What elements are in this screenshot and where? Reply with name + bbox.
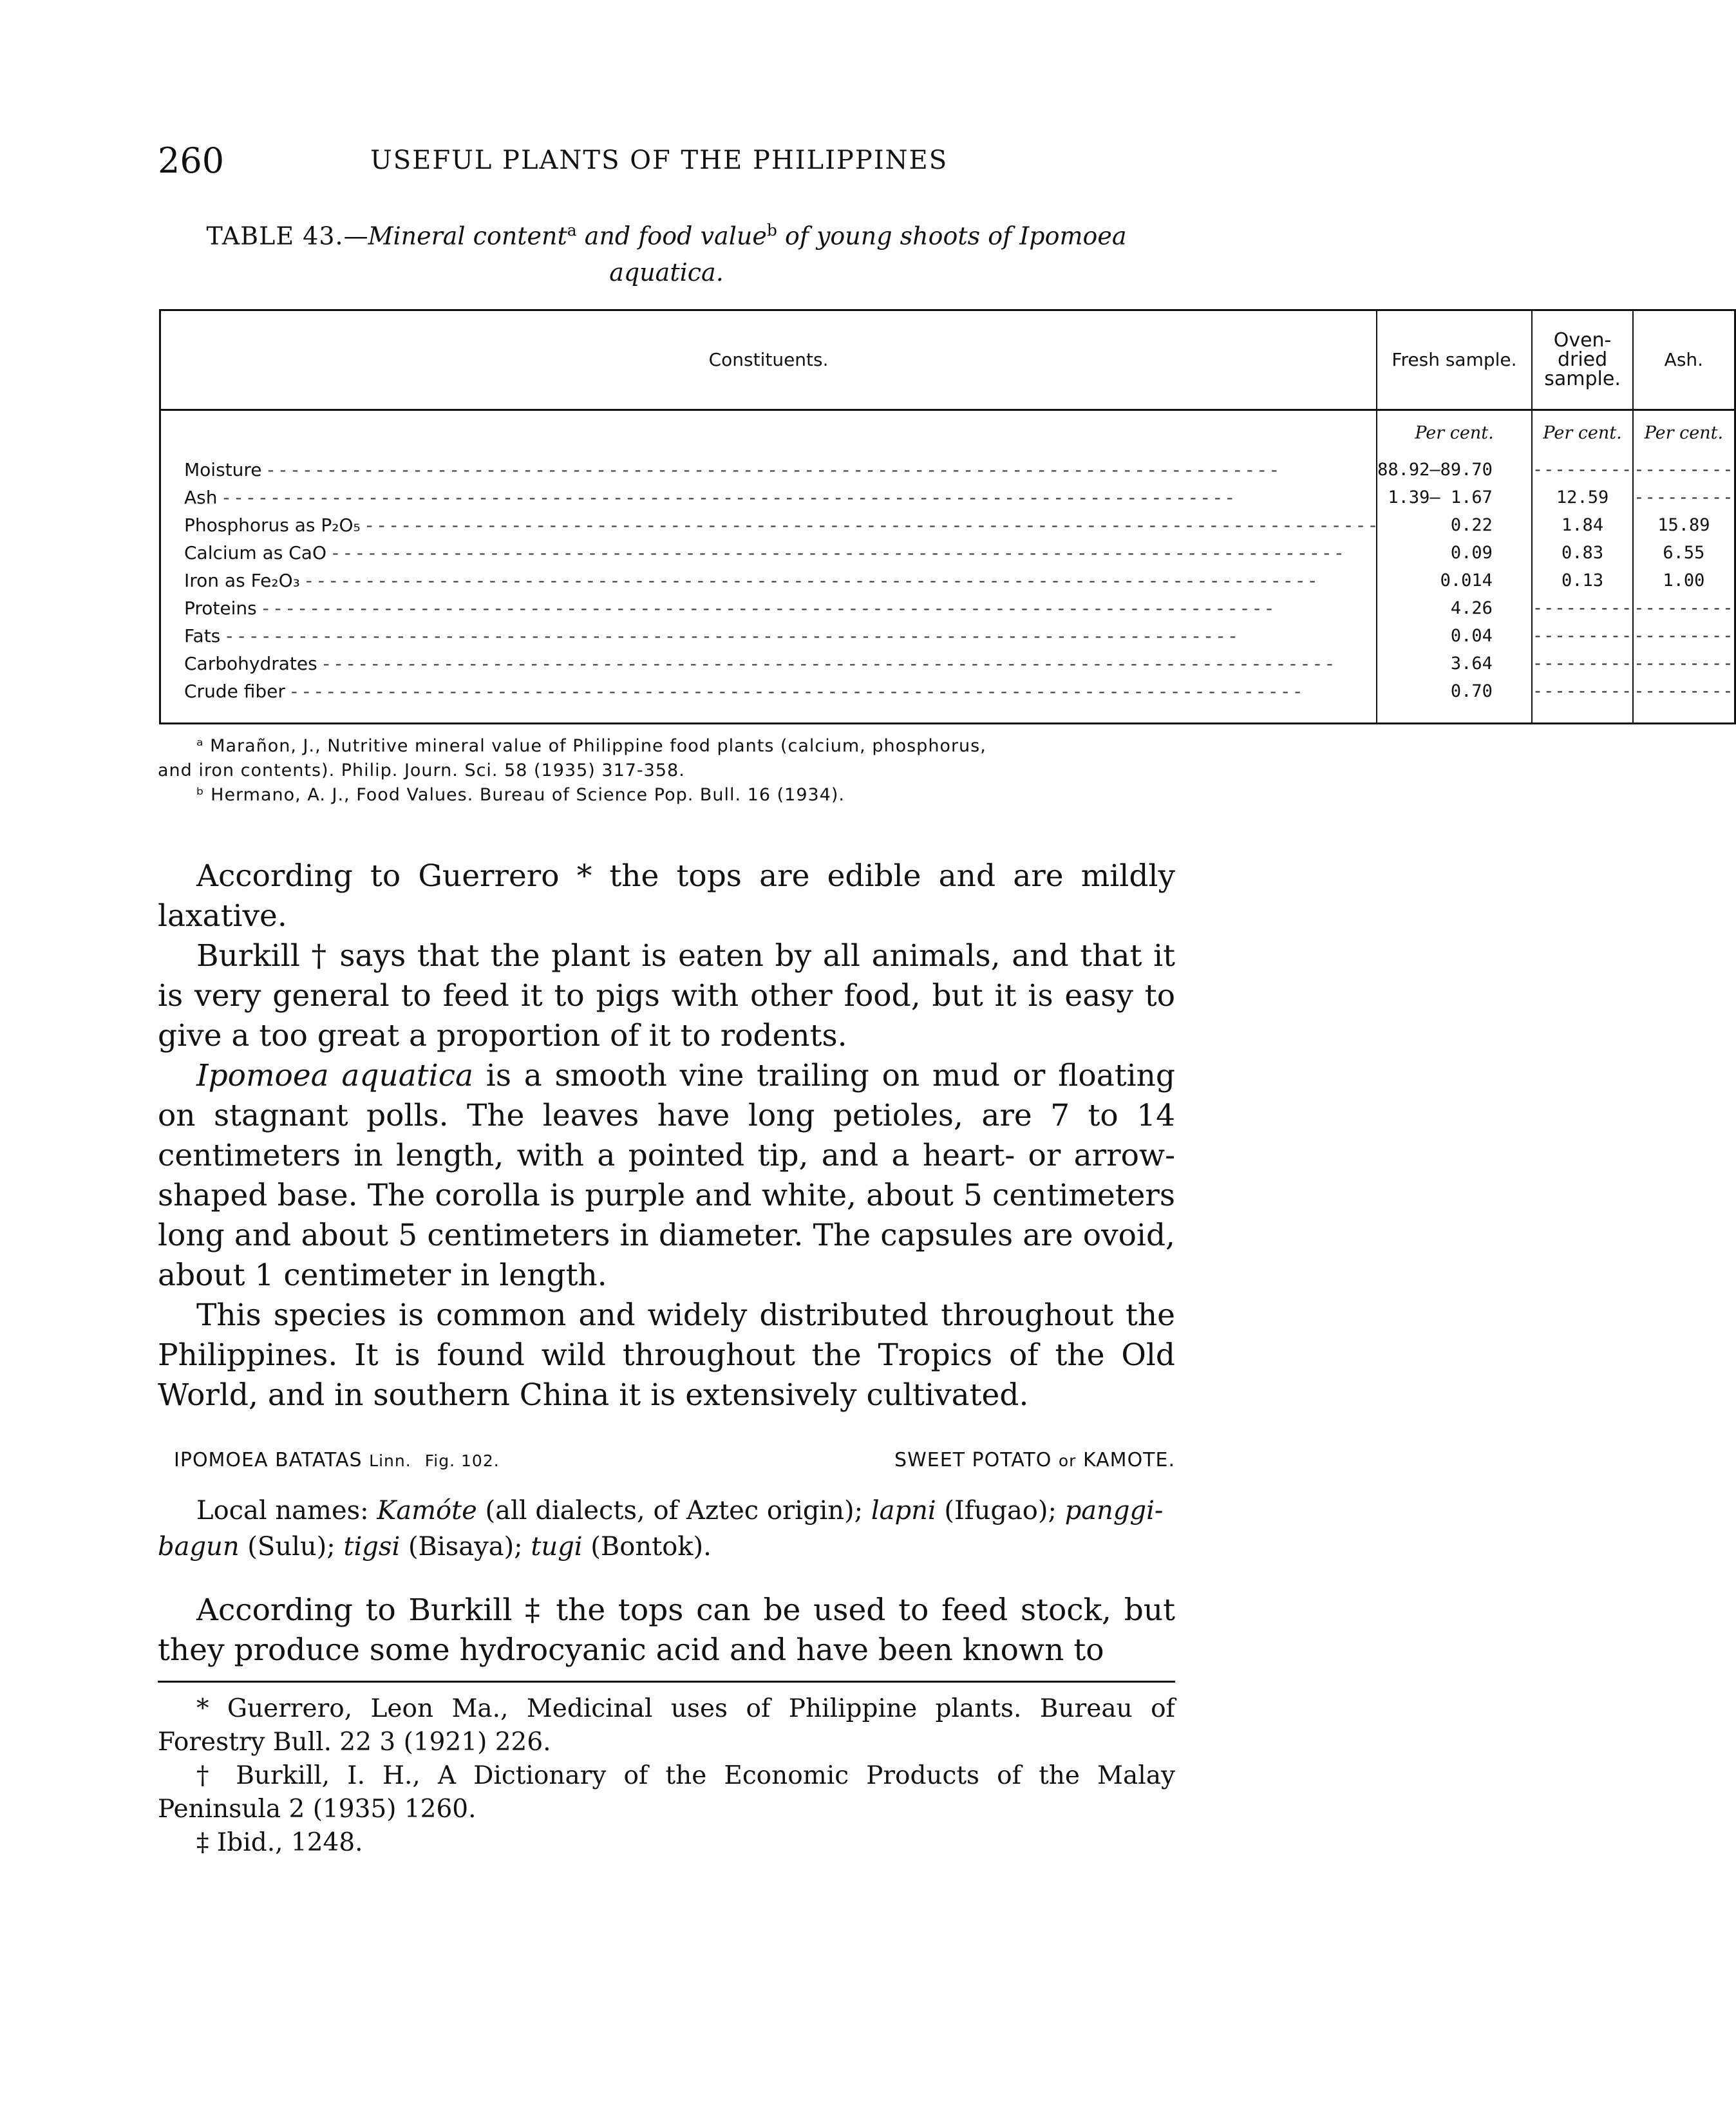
common-name-1: SWEET POTATO	[894, 1449, 1052, 1471]
row-label: Proteins - - -	[184, 598, 1272, 619]
caption-mark-a: a	[567, 221, 577, 240]
cell-ash: ---------	[1633, 677, 1735, 724]
local-name: tugi	[531, 1532, 583, 1562]
footnote: * Guerrero, Leon Ma., Medicinal uses of Philippine plants. Bureau of Forestry Bull. 22 3 (1921) 226.	[158, 1694, 1175, 1757]
cell-fresh: 0.09	[1377, 539, 1532, 567]
cell-oven: 1.84	[1532, 511, 1633, 539]
cell-oven: 0.13	[1532, 567, 1633, 594]
paragraph	[158, 1056, 1175, 1296]
cell-fresh: 3.64	[1377, 650, 1532, 677]
cell-oven: ---------	[1532, 622, 1633, 650]
local-name: lapni	[871, 1496, 936, 1525]
body-text	[158, 856, 1175, 1415]
cell-ash: 6.55	[1633, 539, 1735, 567]
header-oven-dried	[1532, 310, 1633, 410]
unit-fresh: Per cent.	[1415, 423, 1494, 443]
local-dialect: (Ifugao);	[936, 1496, 1065, 1525]
paragraph: According to Burkill ‡ the tops can be used to feed stock, but they produce some hydrocyanic acid and have been known to	[158, 1592, 1175, 1668]
table-row	[160, 650, 1735, 677]
row-label: Crude fiber - - -	[184, 681, 1301, 702]
row-label: Phosphorus as P₂O₅ - - -	[184, 515, 1376, 536]
table-note-a-line2: and iron contents). Philip. Journ. Sci. 58 (1935) 317-358.	[158, 760, 685, 780]
body-text-2	[158, 1591, 1175, 1670]
row-label: Fats - - -	[184, 625, 1236, 647]
cell-fresh: 1.39– 1.67	[1377, 484, 1532, 511]
local-names	[158, 1493, 1175, 1565]
header-constituents: Constituents.	[160, 310, 1377, 410]
table-caption: TABLE 43.—Mineral content$^a$ and food value$^b$ of young shoots of Ipomoea aquatica.	[206, 221, 1127, 287]
local-dialect: (Bisaya);	[400, 1532, 531, 1562]
table-note-a-line1: ᵃ Marañon, J., Nutritive mineral value of Philippine food plants (calcium, phosphorus,	[196, 736, 986, 756]
cell-oven: ---------	[1532, 456, 1633, 484]
cell-oven: ---------	[1532, 677, 1633, 724]
unit-ash: Per cent.	[1644, 423, 1724, 443]
table-row	[160, 594, 1735, 622]
cell-oven: 0.83	[1532, 539, 1633, 567]
table-label: TABLE 43.	[206, 222, 344, 250]
table-footnotes	[158, 734, 1175, 808]
header-ash: Ash.	[1633, 310, 1735, 410]
local-names-intro: Local names:	[196, 1496, 377, 1525]
header-oven-line1: Oven-	[1553, 329, 1612, 352]
running-title: USEFUL PLANTS OF THE PHILIPPINES	[370, 146, 948, 175]
cell-oven: ---------	[1532, 594, 1633, 622]
cell-ash: ---------	[1633, 484, 1735, 511]
table-row	[160, 539, 1735, 567]
unit-oven: Per cent.	[1543, 423, 1622, 443]
cell-fresh: 0.04	[1377, 622, 1532, 650]
figure-ref: Fig. 102.	[424, 1451, 500, 1470]
cell-fresh: 0.22	[1377, 511, 1532, 539]
caption-line-2: aquatica.	[609, 258, 724, 287]
footnote-rule	[158, 1681, 1175, 1683]
cell-ash: ---------	[1633, 594, 1735, 622]
footnotes	[158, 1692, 1175, 1860]
common-name-2: KAMOTE.	[1083, 1449, 1175, 1471]
caption-part-b: food value	[638, 222, 767, 250]
header-oven-line3: sample.	[1544, 368, 1621, 390]
caption-and: and	[584, 222, 631, 250]
species-name: Ipomoea aquatica	[196, 1058, 474, 1093]
table-row	[160, 567, 1735, 594]
row-label: Iron as Fe₂O₃ - - -	[184, 570, 1316, 591]
table-row	[160, 484, 1735, 511]
cell-fresh: 0.014	[1377, 567, 1532, 594]
species-binomial: IPOMOEA BATATAS	[174, 1449, 363, 1471]
mineral-content-table	[159, 309, 1736, 724]
header-fresh-sample: Fresh sample.	[1377, 310, 1532, 410]
row-label: Carbohydrates - - -	[184, 653, 1333, 674]
header-oven-line2: dried	[1557, 348, 1608, 371]
cell-fresh: 4.26	[1377, 594, 1532, 622]
species-author: Linn.	[369, 1451, 411, 1470]
caption-part-a: Mineral content	[368, 222, 567, 250]
cell-oven: ---------	[1532, 650, 1633, 677]
caption-mark-b: b	[766, 221, 777, 240]
paragraph: According to Guerrero * the tops are edible and are mildly laxative.	[158, 858, 1175, 934]
cell-ash: 15.89	[1633, 511, 1735, 539]
table-row	[160, 622, 1735, 650]
row-label: Calcium as CaO - - -	[184, 542, 1342, 563]
footnote: ‡ Ibid., 1248.	[196, 1828, 363, 1857]
table-row	[160, 677, 1735, 724]
species-heading	[158, 1449, 1175, 1481]
footnote: † Burkill, I. H., A Dictionary of the Economic Products of the Malay Peninsula 2 (1935) 1260.	[158, 1761, 1175, 1824]
local-dialect: (Bontok).	[582, 1532, 712, 1562]
common-name-or: or	[1058, 1451, 1077, 1470]
local-dialect: (Sulu);	[239, 1532, 344, 1562]
unit-row	[160, 410, 1735, 457]
paragraph: This species is common and widely distributed throughout the Philippines. It is found wild throughout the Tropics of the Old World, and in southern China it is extensively cultivated.	[158, 1298, 1175, 1413]
cell-ash: 1.00	[1633, 567, 1735, 594]
cell-fresh: 0.70	[1377, 677, 1532, 724]
row-label: Ash - - -	[184, 487, 1233, 508]
cell-fresh: 88.92–89.70	[1377, 456, 1532, 484]
cell-ash: ---------	[1633, 456, 1735, 484]
cell-ash: ---------	[1633, 622, 1735, 650]
local-name: Kamóte	[377, 1496, 477, 1525]
cell-ash: ---------	[1633, 650, 1735, 677]
local-name: tigsi	[343, 1532, 401, 1562]
table-row	[160, 456, 1735, 484]
table-header-row	[160, 310, 1735, 410]
table-note-b: ᵇ Hermano, A. J., Food Values. Bureau of Science Pop. Bull. 16 (1934).	[196, 785, 845, 805]
local-name: panggi-bagun	[158, 1496, 1164, 1562]
caption-rest: of young shoots of Ipomoea	[784, 222, 1127, 250]
row-label: Moisture - - -	[184, 459, 1278, 480]
cell-oven: 12.59	[1532, 484, 1633, 511]
page-header	[158, 140, 1149, 185]
paragraph: Burkill † says that the plant is eaten by all animals, and that it is very general to feed it to pigs with other food, but it is easy to give a too great a proportion of it to rodents.	[158, 938, 1175, 1053]
local-dialect: (all dialects, of Aztec origin);	[476, 1496, 871, 1525]
table-row	[160, 511, 1735, 539]
paragraph-text: is a smooth vine trailing on mud or floating on stagnant polls. The leaves have long petioles, are 7 to 14 centimeters in length, with a pointed tip, and a heart- or arrow-shaped base. The corolla is purple and white, about 5 centimeters long and about 5 centimeters in diameter. The capsules are ovoid, about 1 centimeter in length.	[158, 1058, 1176, 1293]
page-number: 260	[158, 140, 225, 181]
